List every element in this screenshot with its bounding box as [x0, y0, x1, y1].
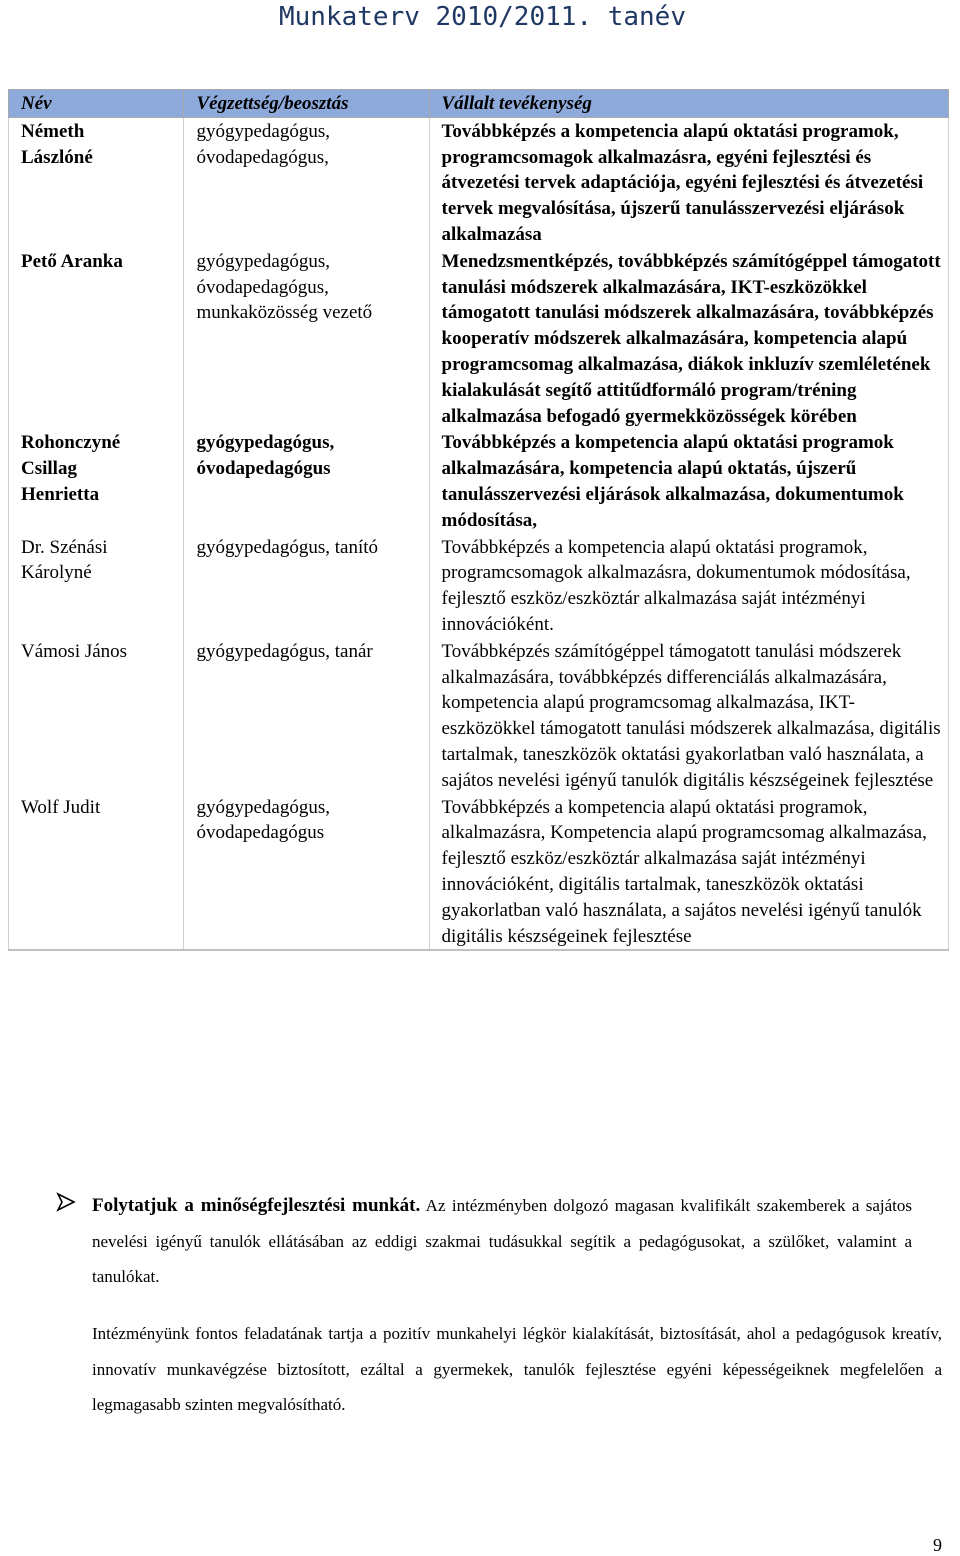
table-row	[9, 534, 949, 638]
cell-role: gyógypedagógus, óvodapedagógus,	[184, 117, 429, 247]
cell-activity: Továbbképzés a kompetencia alapú oktatási programok alkalmazására, kompetencia alapú oktatás, újszerű tanulásszervezési eljárások alkalmazása, dokumentumok módosítása,	[429, 429, 949, 533]
cell-role: gyógypedagógus, tanár	[184, 638, 429, 794]
column-header-activity: Vállalt tevékenység	[429, 90, 949, 118]
page-header-title: Munkaterv 2010/2011. tanév	[279, 2, 686, 32]
table-row	[9, 117, 949, 247]
bullet-lead: Folytatjuk a minőségfejlesztési munkát.	[92, 1195, 421, 1216]
bullet-text: Az intézményben dolgozó magasan kvalifikált szakemberek a sajátos nevelési igényű tanulók ellátásában az eddigi szakmai tudásukkal segítik a pedagógusokat, a szülőket, valamint a tanulókat.	[92, 1196, 913, 1286]
cell-activity: Továbbképzés a kompetencia alapú oktatási programok, programcsomagok alkalmazásra, dokumentumok módosítása, fejlesztő eszköz/eszköztár alkalmazása saját intézményi innovációként.	[429, 534, 949, 638]
table-row	[9, 429, 949, 533]
cell-role: gyógypedagógus, óvodapedagógus, munkaközösség vezető	[184, 248, 429, 430]
cell-name: Vámosi János	[9, 638, 184, 794]
table-row	[9, 638, 949, 794]
cell-name: Wolf Judit	[9, 794, 184, 951]
cell-name: Dr. Szénási Károlyné	[9, 534, 184, 638]
cell-name: Pető Aranka	[9, 248, 184, 430]
bullet-paragraph	[56, 1188, 912, 1295]
cell-activity: Továbbképzés számítógéppel támogatott tanulási módszerek alkalmazására, továbbképzés differenciálás alkalmazására, kompetencia alapú programcsomag alkalmazása, IKT-eszközökkel támogatott tanulási módszerek alkalmazása, digitális tartalmak, taneszközök oktatási gyakorlatban való használata, a sajátos nevelési igényű tanulók digitális készségeinek fejlesztése	[429, 638, 949, 794]
cell-activity: Továbbképzés a kompetencia alapú oktatási programok, alkalmazásra, Kompetencia alapú programcsomag alkalmazása, fejlesztő eszköz/eszköztár alkalmazása saját intézményi innovációként, digitális tartalmak, taneszközök oktatási gyakorlatban való használata, a sajátos nevelési igényű tanulók digitális készségeinek fejlesztése	[429, 794, 949, 951]
column-header-name: Név	[9, 90, 184, 118]
staff-activity-table	[8, 89, 949, 951]
cell-role: gyógypedagógus, óvodapedagógus	[184, 794, 429, 951]
cell-role: gyógypedagógus, óvodapedagógus	[184, 429, 429, 533]
table-header-row	[9, 90, 949, 118]
body-paragraph: Intézményünk fontos feladatának tartja a pozitív munkahelyi légkör kialakítását, biztosítását, ahol a pedagógusok kreatív, innovatív munkavégzése biztosított, ezáltal a gyermekek, tanulók fejlesztése egyéni képességeiknek megfelelően a legmagasabb szinten megvalósítható.	[92, 1324, 942, 1414]
cell-activity: Továbbképzés a kompetencia alapú oktatási programok, programcsomagok alkalmazásra, egyéni fejlesztési és átvezetési tervek adaptációja, egyéni fejlesztési és átvezetési tervek megvalósítása, újszerű tanulásszervezési eljárások alkalmazása	[429, 117, 949, 247]
cell-name: Németh Lászlóné	[9, 117, 184, 247]
column-header-role: Végzettség/beosztás	[184, 90, 429, 118]
cell-activity: Menedzsmentképzés, továbbképzés számítógéppel támogatott tanulási módszerek alkalmazására, IKT-eszközökkel támogatott tanulási módszerek alkalmazására, továbbképzés kooperatív módszerek alkalmazására, kompetencia alapú programcsomag alkalmazása, diákok inkluzív szemléletének kialakulását segítő attitűdformáló program/tréning alkalmazása befogadó gyermekközösségek körében	[429, 248, 949, 430]
bullet-text-block	[92, 1188, 912, 1295]
table-row	[9, 248, 949, 430]
arrow-bullet-icon	[56, 1192, 76, 1212]
cell-role: gyógypedagógus, tanító	[184, 534, 429, 638]
page-number: 9	[933, 1535, 942, 1555]
cell-name: Rohonczyné Csillag Henrietta	[9, 429, 184, 533]
table-row	[9, 794, 949, 951]
